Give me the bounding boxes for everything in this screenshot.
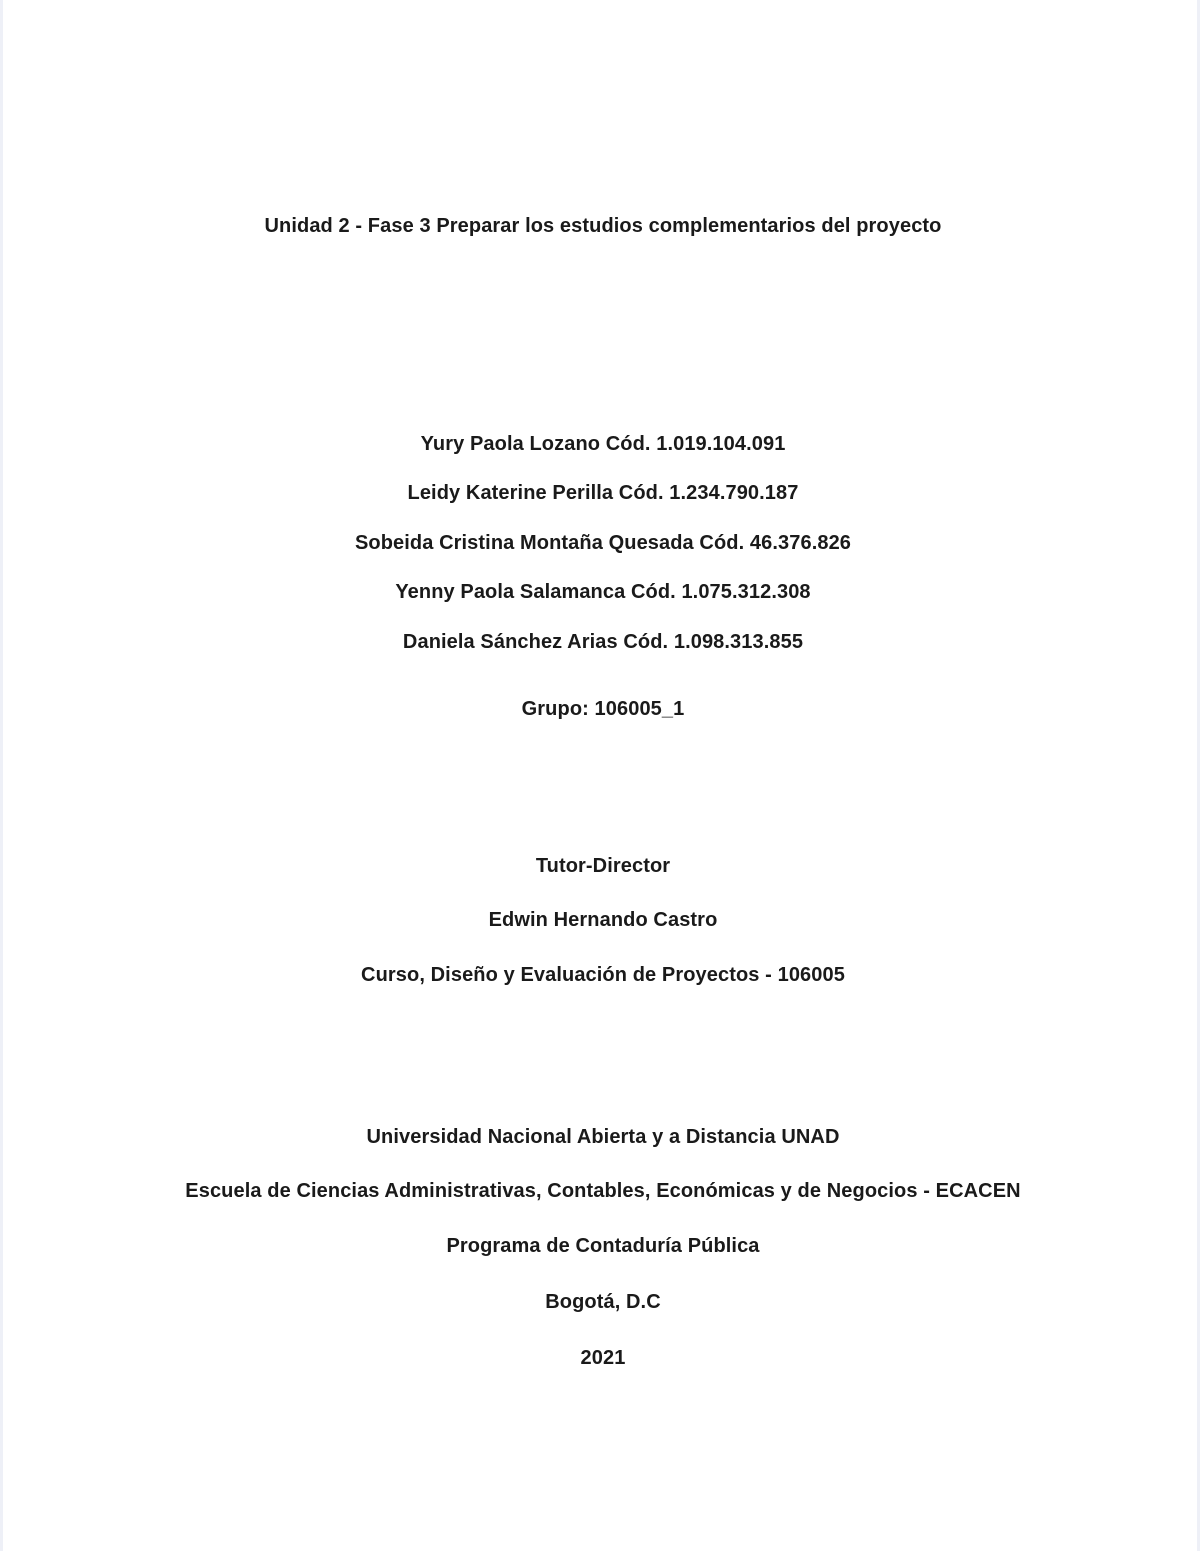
group-line: Grupo: 106005_1 bbox=[521, 698, 685, 720]
city-line: Bogotá, D.C bbox=[545, 1291, 661, 1313]
author-line: Daniela Sánchez Arias Cód. 1.098.313.855 bbox=[402, 631, 804, 653]
program-line: Programa de Contaduría Pública bbox=[446, 1235, 760, 1257]
university-line: Universidad Nacional Abierta y a Distancia UNAD bbox=[366, 1126, 840, 1148]
course-line: Curso, Diseño y Evaluación de Proyectos - 106005 bbox=[361, 964, 845, 986]
author-line: Yenny Paola Salamanca Cód. 1.075.312.308 bbox=[395, 581, 811, 603]
author-line: Sobeida Cristina Montaña Quesada Cód. 46.376.826 bbox=[354, 532, 852, 554]
school-line: Escuela de Ciencias Administrativas, Contables, Económicas y de Negocios - ECACEN bbox=[185, 1180, 1021, 1202]
tutor-role: Tutor-Director bbox=[535, 855, 671, 877]
document-title: Unidad 2 - Fase 3 Preparar los estudios complementarios del proyecto bbox=[264, 215, 942, 237]
author-line: Yury Paola Lozano Cód. 1.019.104.091 bbox=[420, 433, 786, 455]
year-line: 2021 bbox=[580, 1347, 626, 1369]
tutor-name: Edwin Hernando Castro bbox=[488, 909, 718, 931]
author-line: Leidy Katerine Perilla Cód. 1.234.790.187 bbox=[407, 482, 799, 504]
